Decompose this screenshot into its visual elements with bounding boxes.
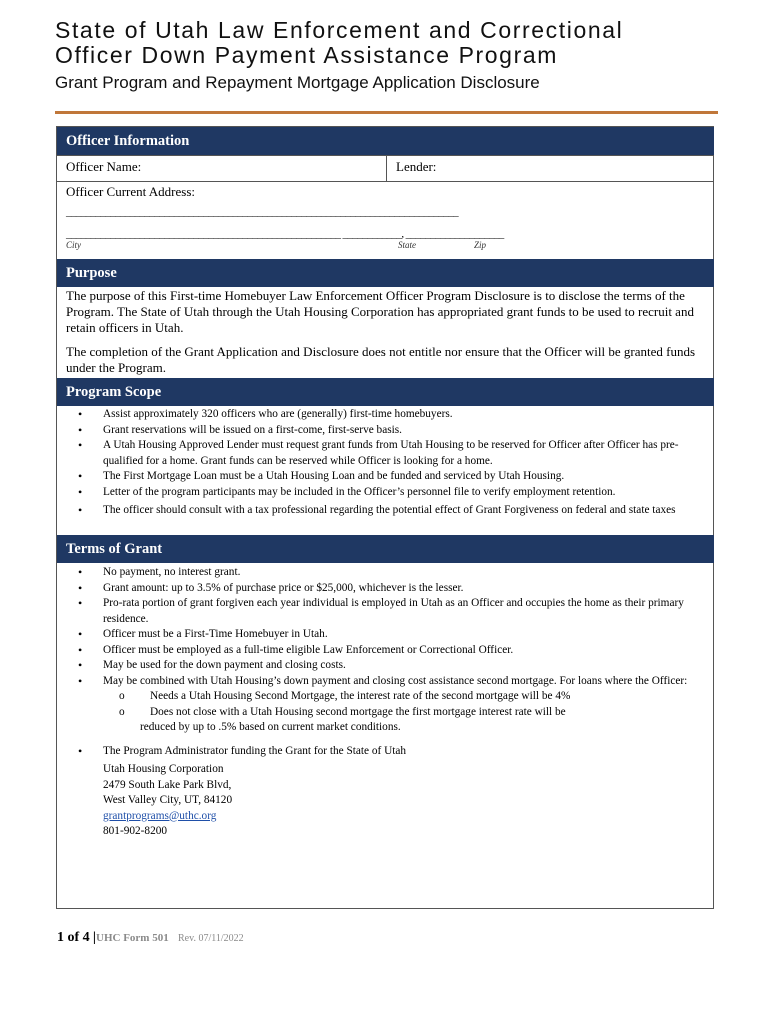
contact-street: 2479 South Lake Park Blvd, <box>103 778 232 791</box>
revision-date: Rev. 07/11/2022 <box>177 933 244 944</box>
list-item: • Grant reservations will be issued on a first-come, first-serve basis. <box>66 423 714 439</box>
purpose-paragraph-1: The purpose of this First-time Homebuyer Law Enforcement Officer Program Disclosure is to disclose the terms of the Program. The State of Utah through the Utah Housing Corporation has appropriated grant funds to be used to recruit and retain officers in Utah. <box>66 288 694 335</box>
contact-email-link[interactable]: grantprograms@uthc.org <box>103 809 217 822</box>
officer-name-label: Officer Name: <box>66 159 142 174</box>
document-title-line1: State of Utah Law Enforcement and Correctional <box>55 17 624 43</box>
list-item: • The First Mortgage Loan must be a Utah Housing Loan and be funded and serviced by Utah Housing. <box>66 469 714 485</box>
header-rule <box>55 111 718 114</box>
footer-separator: | <box>92 930 97 945</box>
list-item: • Officer must be employed as a full-time eligible Law Enforcement or Correctional Officer. <box>66 643 714 659</box>
list-item: • Letter of the program participants may be included in the Officer’s personnel file to verify employment retention. <box>66 485 714 501</box>
contact-phone: 801-902-8200 <box>103 825 168 837</box>
section-header-terms-of-grant: Terms of Grant <box>57 535 714 563</box>
sub-item-text: Does not close with a Utah Housing second mortgage the first mortgage interest rate will be <box>150 705 566 718</box>
city-label: City <box>66 240 81 250</box>
sub-bullet-marker: o <box>119 705 125 718</box>
list-item <box>66 744 714 840</box>
list-item: • No payment, no interest grant. <box>66 565 714 581</box>
zip-label: Zip <box>474 240 487 250</box>
section-header-program-scope: Program Scope <box>57 378 714 406</box>
address-line-2[interactable]: ________________________________________________________ ____________, ____________________ <box>66 228 504 240</box>
section-header-officer-information: Officer Information <box>57 127 714 155</box>
list-item-text: May be combined with Utah Housing’s down payment and closing cost assistance second mortgage. For loans where the Officer: <box>103 674 688 687</box>
list-item: • A Utah Housing Approved Lender must request grant funds from Utah Housing to be reserved for Officer after Officer has pre-qualified for a home. Grant funds can be reserved while Officer is looking for a home. <box>66 438 714 469</box>
sub-list-item <box>103 705 714 721</box>
contact-city: West Valley City, UT, 84120 <box>103 794 233 806</box>
list-item: • Pro-rata portion of grant forgiven each year individual is employed in Utah as an Officer and occupies the home as their primary residence. <box>66 596 714 627</box>
sub-list-item <box>103 689 714 705</box>
list-item: • The officer should consult with a tax professional regarding the potential effect of Grant Forgiveness on federal and state taxes <box>66 503 714 519</box>
document-title-line2: Officer Down Payment Assistance Program <box>55 42 558 68</box>
officer-address-label: Officer Current Address: <box>66 184 196 199</box>
list-item: • May be used for the down payment and closing costs. <box>66 658 714 674</box>
sub-item-continuation: reduced by up to .5% based on current market conditions. <box>140 721 401 733</box>
list-item <box>66 674 714 736</box>
divider <box>386 155 387 181</box>
list-item: • Grant amount: up to 3.5% of purchase price or $25,000, whichever is the lesser. <box>66 581 714 597</box>
purpose-paragraph-2: The completion of the Grant Application and Disclosure does not entitle nor ensure that the Officer will be granted funds under the Program. <box>66 344 696 375</box>
terms-of-grant-list <box>66 565 714 840</box>
section-header-purpose: Purpose <box>57 259 714 287</box>
state-label: State <box>398 240 416 250</box>
divider <box>57 181 714 182</box>
sub-item-text: Needs a Utah Housing Second Mortgage, the interest rate of the second mortgage will be 4% <box>150 690 571 702</box>
form-number: UHC Form 501 <box>96 932 169 944</box>
page-footer <box>57 929 244 946</box>
list-item: • Assist approximately 320 officers who are (generally) first-time homebuyers. <box>66 407 714 423</box>
page-number: 1 of 4 <box>57 930 90 945</box>
contact-org: Utah Housing Corporation <box>103 763 224 775</box>
list-item: • Officer must be a First-Time Homebuyer in Utah. <box>66 627 714 643</box>
document-subtitle: Grant Program and Repayment Mortgage Application Disclosure <box>55 73 540 92</box>
admin-item-text: The Program Administrator funding the Grant for the State of Utah <box>103 744 407 757</box>
sub-bullet-marker: o <box>119 690 125 702</box>
program-scope-list <box>66 407 714 519</box>
address-line-1[interactable]: ________________________________________________________________________________ <box>66 206 459 218</box>
lender-label: Lender: <box>396 159 437 174</box>
